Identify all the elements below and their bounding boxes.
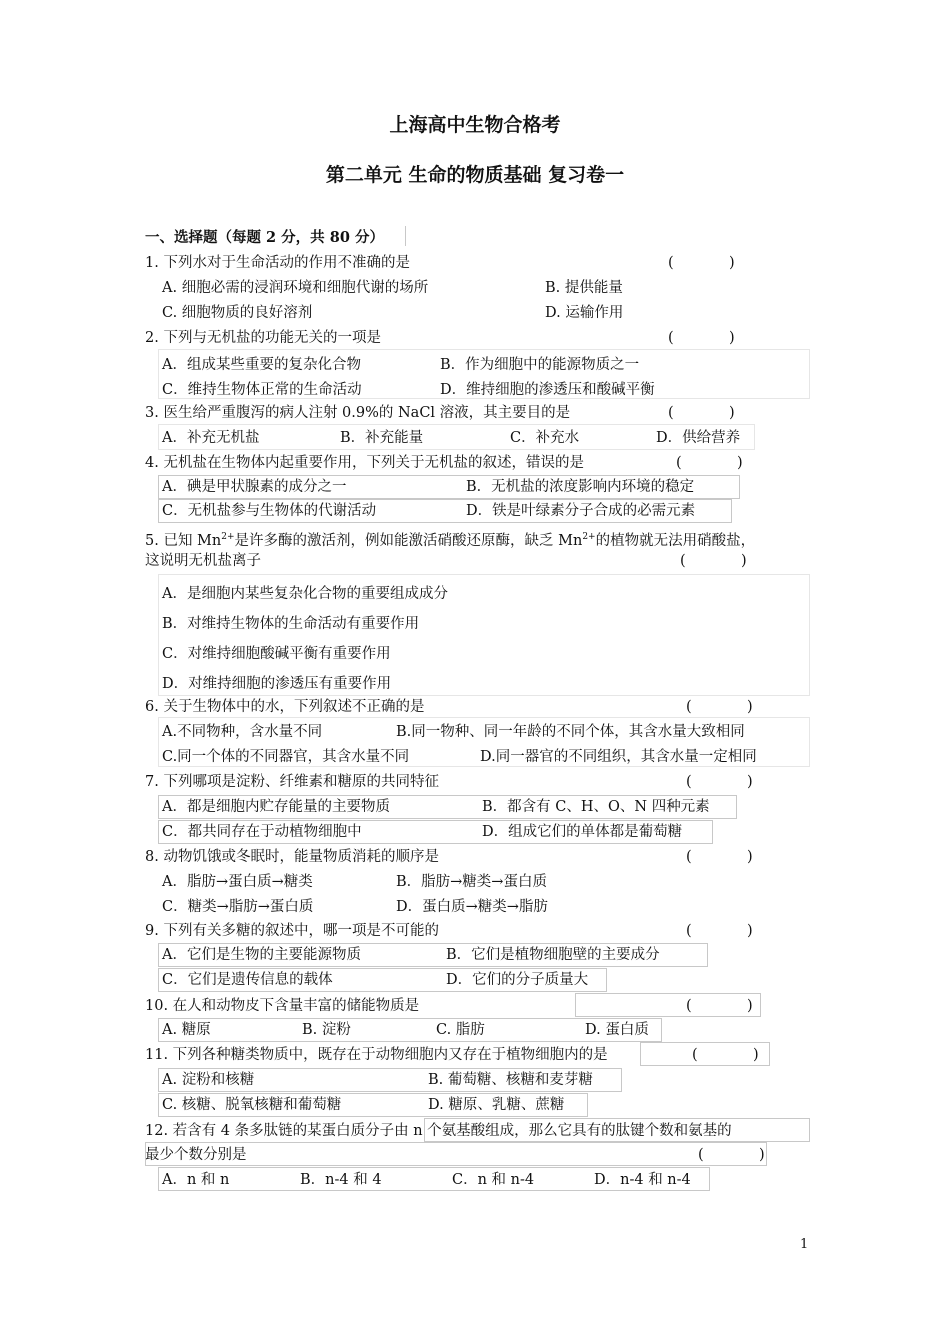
answer-blank-6[interactable]: ( )	[686, 699, 753, 715]
q10-option-b[interactable]: B. 淀粉	[302, 1022, 351, 1038]
q6-option-a[interactable]: A.不同物种，含水量不同	[162, 724, 323, 740]
question-12-stem-line2: 最少个数分别是	[145, 1147, 247, 1163]
q7-option-d[interactable]: D．组成它们的单体都是葡萄糖	[482, 824, 683, 840]
q12-option-d[interactable]: D．n-4 和 n-4	[594, 1172, 691, 1188]
q10-option-c[interactable]: C. 脂肪	[436, 1022, 485, 1038]
q11-option-b[interactable]: B. 葡萄糖、核糖和麦芽糖	[428, 1072, 593, 1088]
q6-option-b[interactable]: B.同一物种、同一年龄的不同个体，其含水量大致相同	[396, 724, 745, 740]
q12-option-b[interactable]: B．n-4 和 4	[300, 1172, 382, 1188]
q8-option-b[interactable]: B．脂肪→糖类→蛋白质	[396, 874, 547, 890]
question-3-stem: 3. 医生给严重腹泻的病人注射 0.9%的 NaCl 溶液，其主要目的是	[145, 405, 571, 421]
q2-option-d[interactable]: D．维持细胞的渗透压和酸碱平衡	[440, 382, 655, 398]
question-5-stem	[145, 527, 755, 551]
q6-option-c[interactable]: C.同一个体的不同器官，其含水量不同	[162, 749, 410, 765]
stem-frame	[424, 1118, 810, 1142]
q1-option-c[interactable]: C. 细胞物质的良好溶剂	[162, 305, 313, 321]
q5-stem-part2: 是许多酶的激活剂，例如能激活硝酸还原酶，缺乏 Mn	[234, 532, 583, 549]
q9-option-b[interactable]: B．它们是植物细胞壁的主要成分	[446, 947, 660, 963]
answer-blank-7[interactable]: ( )	[686, 774, 753, 790]
q4-option-c[interactable]: C．无机盐参与生物体的代谢活动	[162, 503, 377, 519]
q4-option-a[interactable]: A．碘是甲状腺素的成分之一	[162, 479, 347, 495]
q8-option-c[interactable]: C．糖类→脂肪→蛋白质	[162, 899, 314, 915]
q5-stem-part3: 的植物就无法用硝酸盐，	[595, 532, 756, 549]
q7-option-b[interactable]: B．都含有 C、H、O、N 四种元素	[482, 799, 710, 815]
q9-option-a[interactable]: A．它们是生物的主要能源物质	[162, 947, 361, 963]
question-11-stem: 11. 下列各种糖类物质中，既存在于动物细胞内又存在于植物细胞内的是	[145, 1047, 608, 1063]
q3-option-c[interactable]: C．补充水	[510, 430, 580, 446]
answer-blank-5[interactable]: ( )	[680, 553, 747, 569]
page-subtitle: 第二单元 生命的物质基础 复习卷一	[325, 164, 625, 186]
answer-blank-1[interactable]: ( )	[668, 255, 735, 271]
q1-option-b[interactable]: B. 提供能量	[545, 280, 623, 296]
question-10-stem: 10. 在人和动物皮下含量丰富的储能物质是	[145, 998, 420, 1014]
q10-option-d[interactable]: D. 蛋白质	[585, 1022, 649, 1038]
question-4-stem: 4. 无机盐在生物体内起重要作用，下列关于无机盐的叙述，错误的是	[145, 455, 584, 471]
q2-option-c[interactable]: C．维持生物体正常的生命活动	[162, 382, 362, 398]
q5-option-a[interactable]: A．是细胞内某些复杂化合物的重要组成成分	[162, 586, 448, 602]
answer-blank-8[interactable]: ( )	[686, 849, 753, 865]
q7-option-a[interactable]: A．都是细胞内贮存能量的主要物质	[162, 799, 390, 815]
section-header: 一、选择题（每题 2 分，共 80 分）	[145, 229, 384, 246]
answer-blank-9[interactable]: ( )	[686, 923, 753, 939]
answer-blank-10[interactable]: ( )	[686, 998, 753, 1014]
question-8-stem: 8. 动物饥饿或冬眠时，能量物质消耗的顺序是	[145, 849, 439, 865]
q5-option-c[interactable]: C．对维持细胞酸碱平衡有重要作用	[162, 646, 391, 662]
q8-option-a[interactable]: A．脂肪→蛋白质→糖类	[162, 874, 313, 890]
q9-option-d[interactable]: D．它们的分子质量大	[446, 972, 589, 988]
q8-option-d[interactable]: D．蛋白质→糖类→脂肪	[396, 899, 548, 915]
q11-option-d[interactable]: D. 糖原、乳糖、蔗糖	[428, 1097, 565, 1113]
q3-option-d[interactable]: D．供给营养	[656, 430, 741, 446]
question-2-stem: 2. 下列与无机盐的功能无关的一项是	[145, 330, 381, 346]
q3-option-a[interactable]: A．补充无机盐	[162, 430, 260, 446]
q1-option-a[interactable]: A. 细胞必需的浸润环境和细胞代谢的场所	[162, 280, 429, 296]
answer-blank-3[interactable]: ( )	[668, 405, 735, 421]
q11-option-c[interactable]: C. 核糖、脱氧核糖和葡萄糖	[162, 1097, 342, 1113]
answer-blank-2[interactable]: ( )	[668, 330, 735, 346]
question-5-stem-line2: 这说明无机盐离子	[145, 553, 261, 569]
question-7-stem: 7. 下列哪项是淀粉、纤维素和糖原的共同特征	[145, 774, 439, 790]
q5-option-d[interactable]: D．对维持细胞的渗透压有重要作用	[162, 676, 392, 692]
q4-option-b[interactable]: B．无机盐的浓度影响内环境的稳定	[466, 479, 695, 495]
answer-blank-4[interactable]: ( )	[676, 455, 743, 471]
answer-blank-11[interactable]: ( )	[692, 1047, 759, 1063]
q5-stem-part1: 5. 已知 Mn	[145, 532, 222, 549]
question-6-stem: 6. 关于生物体中的水，下列叙述不正确的是	[145, 699, 425, 715]
q10-option-a[interactable]: A. 糖原	[162, 1022, 211, 1038]
q5-option-b[interactable]: B．对维持生物体的生命活动有重要作用	[162, 616, 420, 632]
answer-blank-12[interactable]: ( )	[698, 1147, 765, 1163]
q2-option-b[interactable]: B．作为细胞中的能源物质之一	[440, 357, 640, 373]
stem-frame	[145, 1142, 767, 1166]
q2-option-a[interactable]: A．组成某些重要的复杂化合物	[162, 357, 361, 373]
q5-superscript: 2+	[221, 532, 235, 542]
q5-superscript: 2+	[582, 532, 596, 542]
question-1-stem: 1. 下列水对于生命活动的作用不准确的是	[145, 255, 410, 271]
q1-option-d[interactable]: D. 运输作用	[545, 305, 624, 321]
page-title: 上海高中生物合格考	[389, 114, 561, 136]
q12-option-a[interactable]: A．n 和 n	[162, 1172, 230, 1188]
page-number: 1	[800, 1237, 809, 1252]
question-12-stem: 12. 若含有 4 条多肽链的某蛋白质分子由 n 个氨基酸组成，那么它具有的肽键个数和氨基的	[145, 1123, 732, 1139]
q9-option-c[interactable]: C．它们是遗传信息的载体	[162, 972, 333, 988]
q7-option-c[interactable]: C．都共同存在于动植物细胞中	[162, 824, 362, 840]
q3-option-b[interactable]: B．补充能量	[340, 430, 424, 446]
q6-option-d[interactable]: D.同一器官的不同组织，其含水量一定相同	[480, 749, 757, 765]
question-9-stem: 9. 下列有关多糖的叙述中，哪一项是不可能的	[145, 923, 439, 939]
q4-option-d[interactable]: D．铁是叶绿素分子合成的必需元素	[466, 503, 696, 519]
q12-option-c[interactable]: C．n 和 n-4	[452, 1172, 535, 1188]
q11-option-a[interactable]: A. 淀粉和核糖	[162, 1072, 255, 1088]
divider	[405, 226, 406, 246]
